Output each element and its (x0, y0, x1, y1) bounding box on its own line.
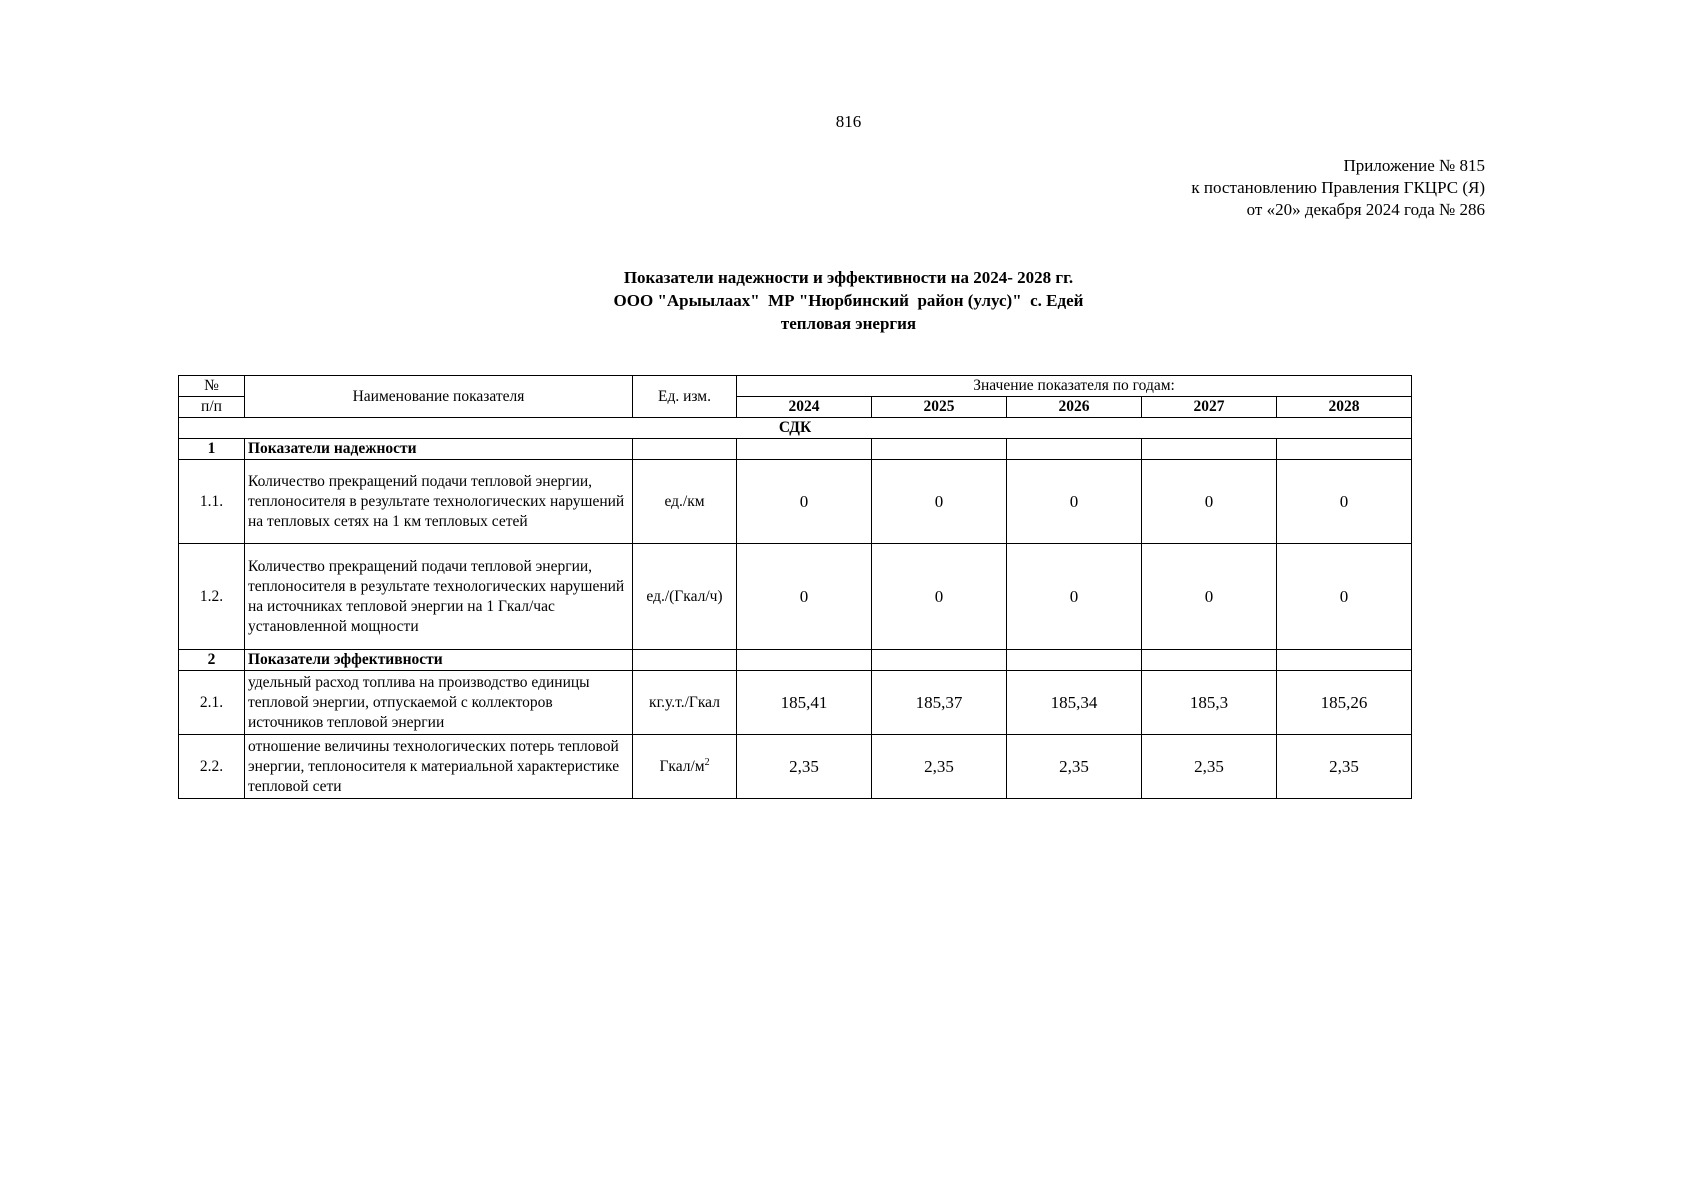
title-line-1: Показатели надежности и эффективности на 2024- 2028 гг. (623, 268, 1074, 287)
header-year: 2027 (1142, 397, 1277, 418)
title-line-3: тепловая энергия (780, 314, 917, 333)
row-value: 185,34 (1007, 671, 1142, 735)
header-year: 2026 (1007, 397, 1142, 418)
header-values-group: Значение показателя по годам: (737, 376, 1412, 397)
table-row (179, 671, 1412, 735)
row-num: 2.2. (179, 735, 245, 799)
row-num: 1.2. (179, 544, 245, 650)
row-name: отношение величины технологических потерь тепловой энергии, теплоносителя к материальной характеристике тепловой сети (245, 735, 633, 799)
section-row (179, 418, 1412, 439)
appendix-line-2: к постановлению Правления ГКЦРС (Я) (1191, 178, 1485, 197)
group-num: 1 (179, 439, 245, 460)
row-unit: ед./(Гкал/ч) (633, 544, 737, 650)
appendix-note (1191, 155, 1485, 221)
table-row (179, 460, 1412, 544)
empty-cell (1007, 439, 1142, 460)
table-row (179, 735, 1412, 799)
row-value: 185,37 (872, 671, 1007, 735)
header-name: Наименование показателя (245, 376, 633, 418)
row-unit: ед./км (633, 460, 737, 544)
header-year: 2025 (872, 397, 1007, 418)
empty-cell (737, 439, 872, 460)
group-row (179, 650, 1412, 671)
row-num: 2.1. (179, 671, 245, 735)
unit-superscript: 2 (704, 756, 710, 768)
row-value: 0 (737, 544, 872, 650)
row-value: 0 (1277, 544, 1412, 650)
row-value: 0 (1277, 460, 1412, 544)
header-year: 2028 (1277, 397, 1412, 418)
row-value: 0 (1142, 544, 1277, 650)
row-num: 1.1. (179, 460, 245, 544)
group-label: Показатели эффективности (245, 650, 633, 671)
empty-cell (1142, 650, 1277, 671)
group-num: 2 (179, 650, 245, 671)
empty-cell (737, 650, 872, 671)
row-value: 185,26 (1277, 671, 1412, 735)
indicators-table (178, 375, 1412, 799)
row-value: 0 (1007, 460, 1142, 544)
row-value: 2,35 (1277, 735, 1412, 799)
row-value: 2,35 (872, 735, 1007, 799)
table-row (179, 544, 1412, 650)
row-name: Количество прекращений подачи тепловой энергии, теплоносителя в результате технологических нарушений на источниках тепловой энергии на 1 Гкал/час установленной мощности (245, 544, 633, 650)
header-year: 2024 (737, 397, 872, 418)
empty-cell (1277, 650, 1412, 671)
appendix-line-3: от «20» декабря 2024 года № 286 (1246, 200, 1485, 219)
row-value: 0 (872, 544, 1007, 650)
header-num-bottom: п/п (179, 397, 245, 418)
document-title (0, 266, 1697, 335)
group-label: Показатели надежности (245, 439, 633, 460)
unit-base: Гкал/м (659, 757, 705, 775)
row-value: 0 (1007, 544, 1142, 650)
empty-cell (872, 439, 1007, 460)
row-value: 185,3 (1142, 671, 1277, 735)
page-number: 816 (835, 112, 862, 131)
title-line-2: ООО "Арыылаах" МР "Нюрбинский район (улус)" с. Едей (613, 291, 1084, 310)
row-value: 0 (1142, 460, 1277, 544)
section-label: СДК (179, 418, 1412, 439)
row-value: 0 (737, 460, 872, 544)
row-value: 2,35 (1007, 735, 1142, 799)
header-row-1 (179, 376, 1412, 397)
empty-cell (1277, 439, 1412, 460)
row-value: 185,41 (737, 671, 872, 735)
empty-cell (1007, 650, 1142, 671)
empty-cell (633, 439, 737, 460)
row-unit (633, 735, 737, 799)
row-value: 2,35 (1142, 735, 1277, 799)
group-row (179, 439, 1412, 460)
empty-cell (872, 650, 1007, 671)
header-unit: Ед. изм. (633, 376, 737, 418)
row-unit: кг.у.т./Гкал (633, 671, 737, 735)
row-value: 2,35 (737, 735, 872, 799)
row-value: 0 (872, 460, 1007, 544)
empty-cell (633, 650, 737, 671)
appendix-line-1: Приложение № 815 (1343, 156, 1485, 175)
row-name: удельный расход топлива на производство единицы тепловой энергии, отпускаемой с коллекторов источников тепловой энергии (245, 671, 633, 735)
row-name: Количество прекращений подачи тепловой энергии, теплоносителя в результате технологических нарушений на тепловых сетях на 1 км тепловых сетей (245, 460, 633, 544)
empty-cell (1142, 439, 1277, 460)
header-num-top: № (179, 376, 245, 397)
